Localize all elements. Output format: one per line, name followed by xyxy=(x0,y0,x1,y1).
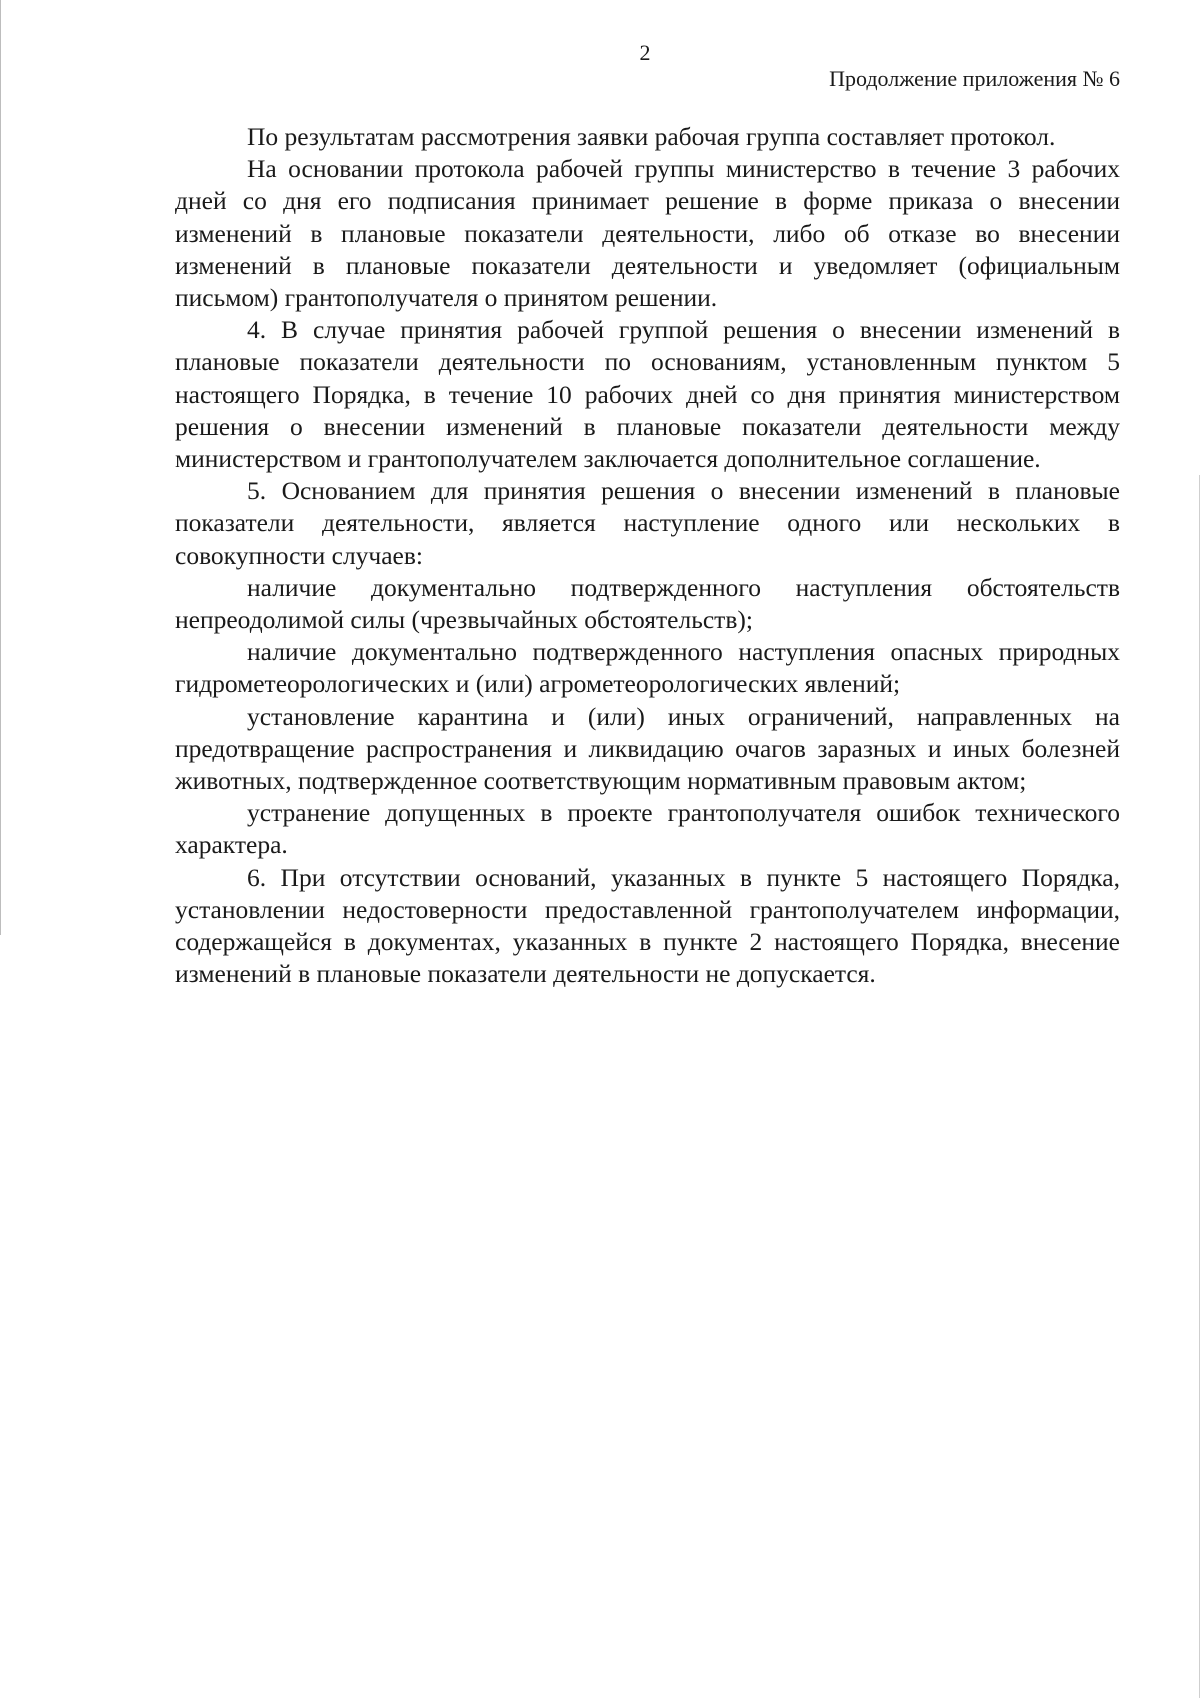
list-item: наличие документально подтвержденного наступления обстоятельств непреодолимой силы (чрезвычайных обстоятельств); xyxy=(175,572,1120,635)
paragraph: По результатам рассмотрения заявки рабочая группа составляет протокол. xyxy=(247,122,1056,151)
list-item: наличие документально подтвержденного наступления опасных природных гидрометеорологических и (или) агрометеорологических явлений; xyxy=(175,637,1120,699)
document-body xyxy=(175,121,1120,990)
paragraph-item-5: 5. Основанием для принятия решения о внесении изменений в плановые показатели деятельности, является наступление одного или нескольких в совокупности случаев: xyxy=(175,476,1120,570)
page-number: 2 xyxy=(639,40,651,65)
list-item: установление карантина и (или) иных ограничений, направленных на предотвращение распространения и ликвидацию очагов заразных и иных болезней животных, подтвержденное соответствующим нормативным правовым актом; xyxy=(175,701,1120,796)
list-item: устранение допущенных в проекте грантополучателя ошибок технического характера. xyxy=(175,798,1120,860)
scan-edge-left xyxy=(0,0,1,935)
paragraph-item-6: 6. При отсутствии оснований, указанных в пункте 5 настоящего Порядка, установлении недостоверности предоставленной грантополучателем информации, содержащейся в документах, указанных в пункте 2 настоящего Порядка, внесение изменений в плановые показатели деятельности не допускается. xyxy=(175,862,1120,989)
appendix-continuation-label: Продолжение приложения № 6 xyxy=(829,66,1120,91)
paragraph: На основании протокола рабочей группы министерство в течение 3 рабочих дней со дня его подписания принимает решение в форме приказа о внесении изменений в плановые показатели деятельности, либо об отказе во внесении изменений в плановые показатели деятельности и уведомляет (официальным письмом) грантополучателя о принятом решении. xyxy=(175,154,1120,313)
paragraph-item-4: 4. В случае принятия рабочей группой решения о внесении изменений в плановые показатели деятельности по основаниям, установленным пунктом 5 настоящего Порядка, в течение 10 рабочих дней со дня принятия министерством решения о внесении изменений в плановые показатели деятельности между министерством и грантополучателем заключается дополнительное соглашение. xyxy=(175,315,1120,474)
